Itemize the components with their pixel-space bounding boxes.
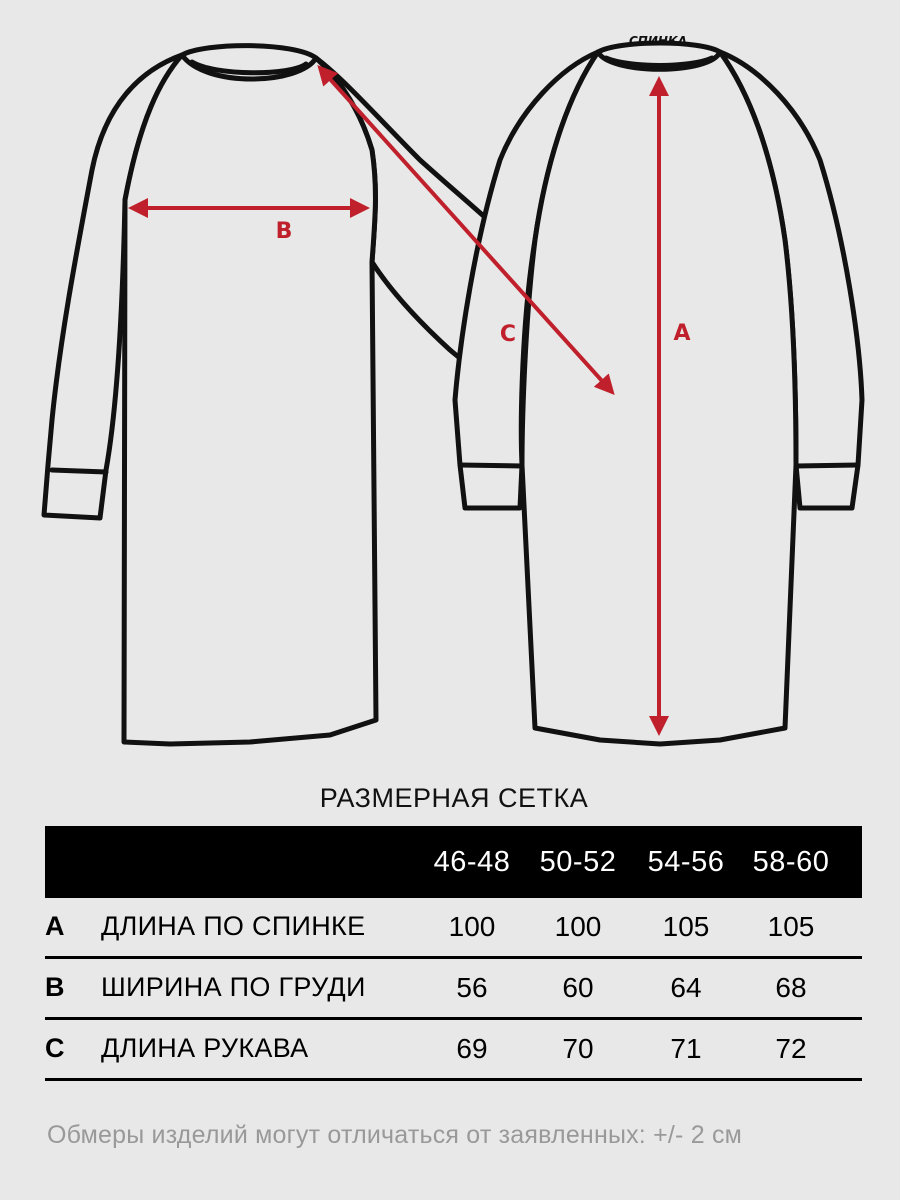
row-value: 100 (448, 911, 496, 942)
table-row (45, 959, 862, 1020)
row-value: 60 (562, 972, 594, 1003)
table-row (45, 898, 862, 959)
size-table (45, 826, 862, 1081)
measure-c-label: C (499, 322, 517, 347)
row-value: 71 (670, 1033, 702, 1064)
size-table-header (45, 826, 862, 898)
row-value: 69 (456, 1033, 488, 1064)
row-value: 105 (662, 911, 710, 942)
row-value: 72 (775, 1033, 807, 1064)
row-name: ШИРИНА ПО ГРУДИ (101, 972, 366, 1002)
row-letter: C (45, 1033, 65, 1063)
measure-a-label: A (673, 321, 691, 346)
measure-b-label: B (275, 219, 293, 244)
row-value: 70 (562, 1033, 594, 1064)
row-letter: B (45, 972, 65, 1002)
table-row (45, 1020, 862, 1081)
size-header-cell: 46-48 (433, 846, 511, 878)
size-header-cell: 50-52 (539, 846, 617, 878)
row-value: 105 (767, 911, 815, 942)
row-name: ДЛИНА ПО СПИНКЕ (101, 911, 366, 941)
back-label: СПИНКА (628, 34, 688, 48)
row-value: 56 (456, 972, 488, 1003)
measurement-disclaimer: Обмеры изделий могут отличаться от заявленных: +/- 2 см (47, 1121, 743, 1149)
size-header-cell: 58-60 (752, 846, 830, 878)
row-value: 100 (554, 911, 602, 942)
row-name: ДЛИНА РУКАВА (101, 1033, 309, 1063)
front-body (124, 55, 376, 744)
size-chart-title: РАЗМЕРНАЯ СЕТКА (319, 783, 589, 813)
row-value: 68 (775, 972, 807, 1003)
row-letter: A (45, 911, 65, 941)
size-header-cell: 54-56 (647, 846, 725, 878)
row-value: 64 (670, 972, 702, 1003)
